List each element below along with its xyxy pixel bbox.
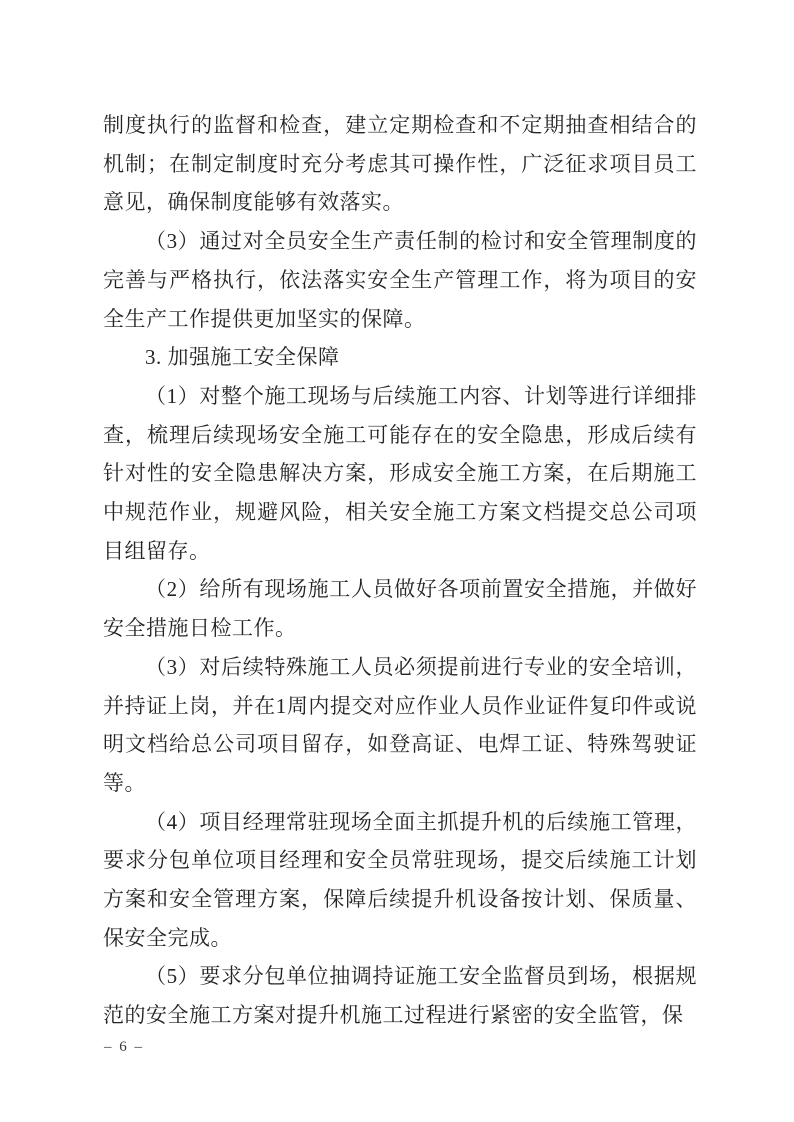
- paragraph: （3）对后续特殊施工人员必须提前进行专业的安全培训，并持证上岗，并在1周内提交对应作业人员作业证件复印件或说明文档给总公司项目留存，如登高证、电焊工证、特殊驾驶证等。: [103, 654, 697, 795]
- page-number: – 6 –: [104, 1039, 144, 1055]
- paragraph: 3. 加强施工安全保障: [145, 345, 340, 370]
- paragraph: （3）通过对全员安全生产责任制的检讨和安全管理制度的完善与严格执行，依法落实安全生产管理工作，将为项目的安全生产工作提供更加坚实的保障。: [103, 229, 697, 331]
- paragraph: （5）要求分包单位抽调持证施工安全监督员到场，根据规范的安全施工方案对提升机施工过程进行紧密的安全监管，保: [103, 964, 697, 1028]
- page-footer: [104, 1039, 144, 1056]
- paragraph: （4）项目经理常驻现场全面主抓提升机的后续施工管理，要求分包单位项目经理和安全员常驻现场，提交后续施工计划方案和安全管理方案，保障后续提升机设备按计划、保质量、保安全完成。: [103, 809, 697, 950]
- paragraph: （2）给所有现场施工人员做好各项前置安全措施，并做好安全措施日检工作。: [103, 577, 697, 641]
- document-body: [103, 106, 697, 1035]
- paragraph: （1）对整个施工现场与后续施工内容、计划等进行详细排查，梳理后续现场安全施工可能存在的安全隐患，形成后续有针对性的安全隐患解决方案，形成安全施工方案，在后期施工中规范作业，规避风险，相关安全施工方案文档提交总公司项目组留存。: [103, 383, 697, 563]
- paragraph: 制度执行的监督和检查，建立定期检查和不定期抽查相结合的机制；在制定制度时充分考虑其可操作性，广泛征求项目员工意见，确保制度能够有效落实。: [103, 113, 697, 215]
